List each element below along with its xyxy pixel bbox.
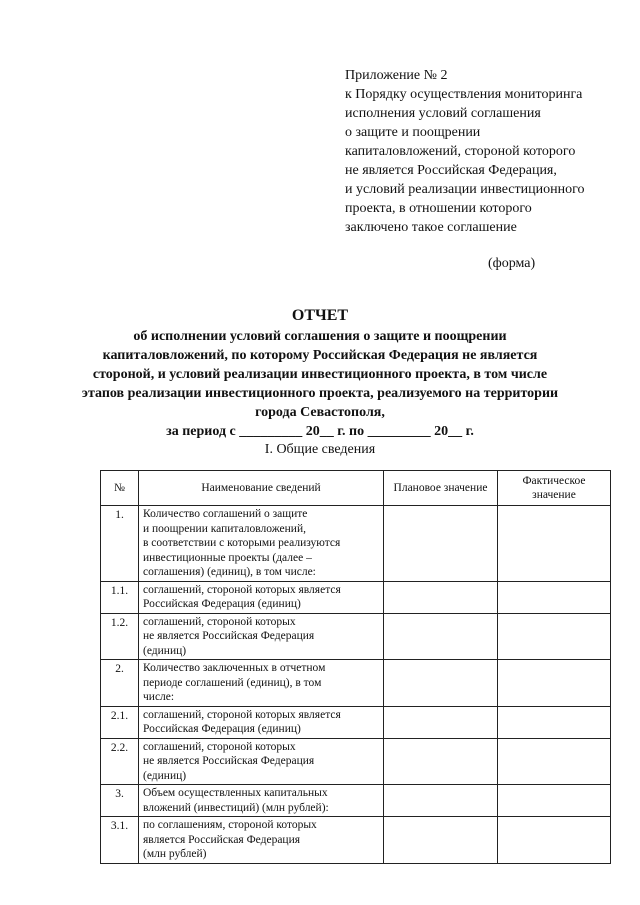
row-actual-value: [498, 785, 611, 817]
row-name-line: не является Российская Федерация: [143, 630, 315, 642]
row-name-line: (единиц): [143, 644, 187, 657]
appendix-line: к Порядку осуществления мониторинга: [345, 87, 583, 102]
row-name: [139, 738, 384, 785]
row-actual-value: [498, 613, 611, 660]
appendix-line: заключено такое соглашение: [345, 220, 517, 235]
row-name-line: в соответствии с которыми реализуются: [143, 537, 341, 549]
appendix-line: Приложение № 2: [345, 68, 448, 83]
table-row: [101, 581, 611, 613]
row-name-line: соглашений, стороной которых: [143, 740, 296, 753]
row-name-line: и поощрении капиталовложений,: [143, 522, 306, 535]
row-planned-value: [384, 613, 498, 660]
row-planned-value: [384, 581, 498, 613]
row-name: [139, 506, 384, 582]
row-actual-value: [498, 738, 611, 785]
row-planned-value: [384, 706, 498, 738]
row-name-line: Объем осуществленных капитальных: [143, 787, 328, 799]
table-row: [101, 613, 611, 660]
appendix-line: о защите и поощрении: [345, 125, 481, 140]
row-name: [139, 581, 384, 613]
report-title: ОТЧЕТ: [291, 307, 349, 324]
row-actual-value: [498, 581, 611, 613]
row-planned-value: [384, 738, 498, 785]
table-row: [101, 817, 611, 864]
row-name-line: числе:: [143, 691, 175, 703]
row-planned-value: [384, 817, 498, 864]
title-line: стороной, и условий реализации инвестиционного проекта, в том числе: [92, 367, 548, 382]
table-header-row: [101, 471, 611, 506]
appendix-line: и условий реализации инвестиционного: [345, 182, 585, 197]
row-actual-value: [498, 706, 611, 738]
general-info-table: [100, 470, 611, 864]
row-actual-value: [498, 817, 611, 864]
row-name-line: (единиц): [143, 769, 187, 782]
table-row: [101, 785, 611, 817]
row-planned-value: [384, 660, 498, 707]
title-line: капиталовложений, по которому Российская Федерация не является: [102, 348, 538, 363]
table-row: [101, 660, 611, 707]
row-name-line: соглашений, стороной которых: [143, 615, 296, 628]
row-name-line: периоде соглашений (единиц), в том: [143, 676, 322, 689]
row-number: 1.2.: [101, 613, 139, 660]
row-number: 1.: [101, 506, 139, 582]
row-name-line: Количество соглашений о защите: [143, 508, 308, 520]
header-name: Наименование сведений: [139, 471, 384, 506]
title-line: этапов реализации инвестиционного проекта, реализуемого на территории: [81, 386, 559, 401]
row-name-line: является Российская Федерация: [143, 833, 301, 846]
appendix-line: проекта, в отношении которого: [345, 201, 532, 216]
title-line: города Севастополя,: [255, 405, 385, 420]
row-name: [139, 613, 384, 660]
table-row: [101, 706, 611, 738]
title-line: за период с _________ 20__ г. по _________ 20__ г.: [166, 424, 474, 439]
row-name-line: (млн рублей): [143, 848, 207, 860]
section-title: I. Общие сведения: [264, 442, 376, 457]
row-number: 2.1.: [101, 706, 139, 738]
row-name: [139, 660, 384, 707]
row-name-line: не является Российская Федерация: [143, 755, 315, 767]
row-planned-value: [384, 506, 498, 582]
row-name: [139, 817, 384, 864]
header-number: №: [101, 471, 139, 506]
table-row: [101, 506, 611, 582]
row-name-line: соглашений, стороной которых является: [143, 583, 341, 596]
table-row: [101, 738, 611, 785]
form-label: (форма): [488, 256, 536, 271]
row-name-line: Российская Федерация (единиц): [143, 723, 301, 735]
title-line: об исполнении условий соглашения о защите и поощрении: [133, 329, 507, 344]
appendix-line: не является Российская Федерация,: [345, 163, 557, 178]
row-name-line: вложений (инвестиций) (млн рублей):: [143, 801, 329, 814]
row-name-line: Количество заключенных в отчетном: [143, 662, 326, 674]
report-subtitle: [0, 327, 640, 441]
header-planned: Плановое значение: [384, 471, 498, 506]
row-name: [139, 706, 384, 738]
row-number: 1.1.: [101, 581, 139, 613]
row-number: 2.: [101, 660, 139, 707]
row-name-line: соглашений, стороной которых является: [143, 708, 341, 721]
appendix-header: [345, 66, 635, 237]
row-number: 3.: [101, 785, 139, 817]
row-number: 2.2.: [101, 738, 139, 785]
row-planned-value: [384, 785, 498, 817]
row-name-line: соглашения) (единиц), в том числе:: [143, 566, 316, 578]
row-number: 3.1.: [101, 817, 139, 864]
row-name-line: по соглашениям, стороной которых: [143, 819, 317, 831]
row-name-line: инвестиционные проекты (далее –: [143, 551, 312, 564]
appendix-line: капиталовложений, стороной которого: [345, 144, 576, 159]
header-actual: Фактическое значение: [498, 471, 611, 506]
row-actual-value: [498, 660, 611, 707]
row-name: [139, 785, 384, 817]
appendix-line: исполнения условий соглашения: [345, 106, 541, 121]
report-title-block: [0, 306, 640, 441]
row-actual-value: [498, 506, 611, 582]
row-name-line: Российская Федерация (единиц): [143, 598, 301, 610]
